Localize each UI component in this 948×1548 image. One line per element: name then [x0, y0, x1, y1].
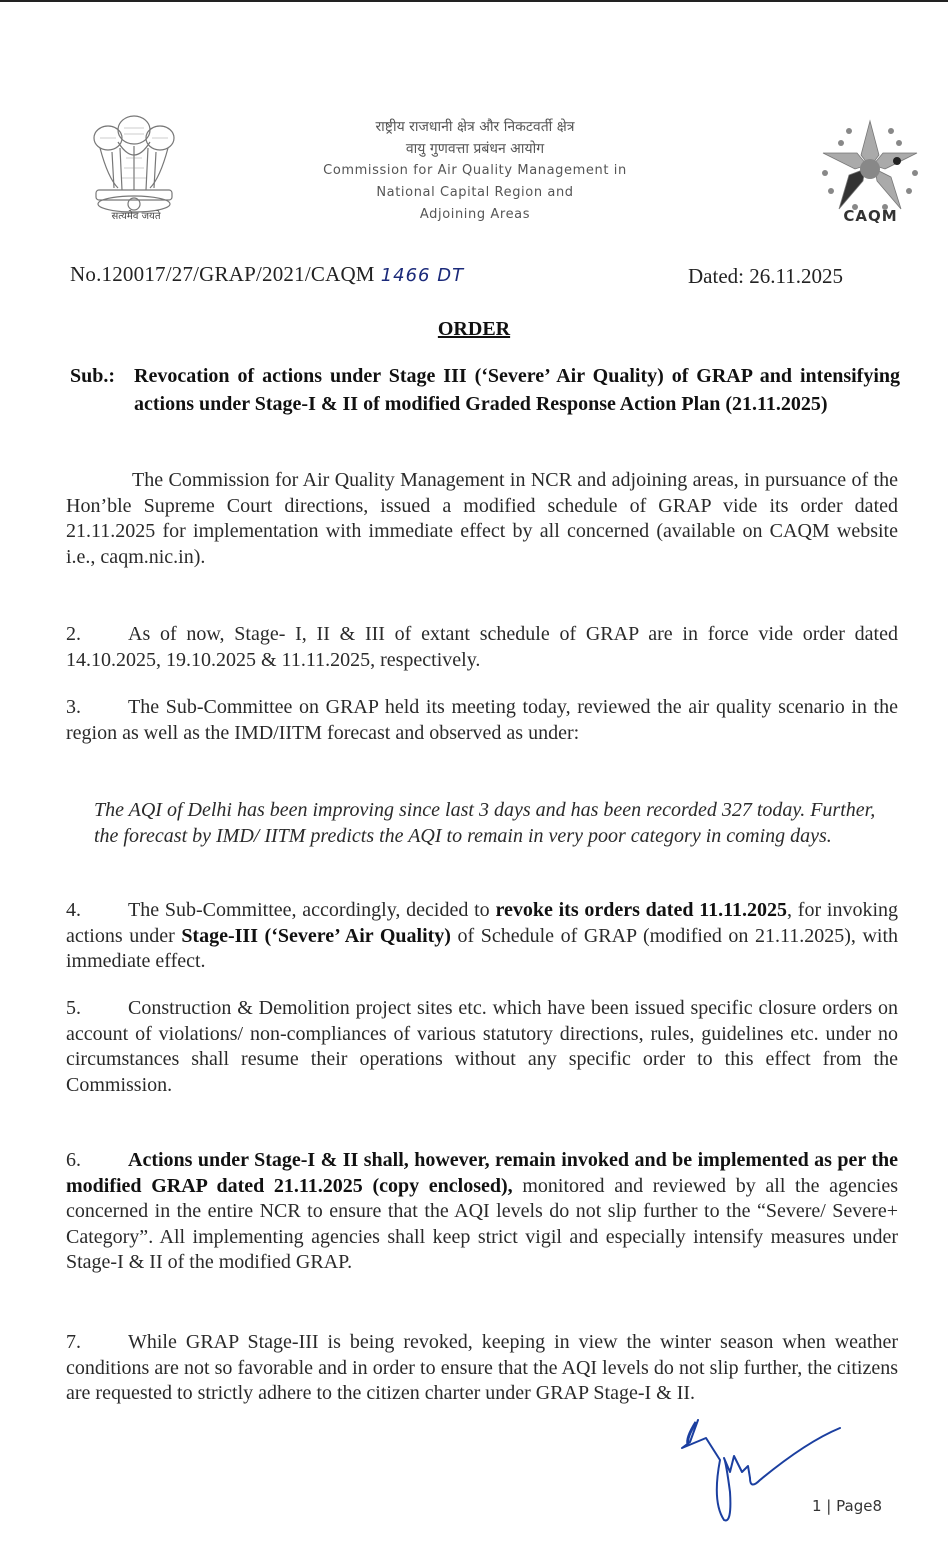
- paragraph-2: [66, 622, 898, 673]
- subject-text: Revocation of actions under Stage III (‘Severe’ Air Quality) of GRAP and intensifying actions under Stage-I & II of modified Graded Response Action Plan (21.11.2025): [134, 365, 900, 415]
- paragraph-number: 2.: [66, 623, 81, 645]
- scan-top-border: [0, 0, 948, 2]
- paragraph-number: 7.: [66, 1331, 81, 1353]
- paragraph-3: [66, 695, 898, 746]
- org-name-hindi-line2: वायु गुणवत्ता प्रबंधन आयोग: [405, 141, 545, 157]
- subject-block: [70, 362, 900, 418]
- paragraph-text: Construction & Demolition project sites etc. which have been issued specific closure orders on account of violations/ non-compliances of various statutory directions, rules, guidelines etc. under no circumstances shall resume their operations without any specific order to this effect from the Commission.: [66, 997, 898, 1096]
- org-name-english-line2: National Capital Region and: [376, 185, 574, 200]
- paragraph-text: The Sub-Committee, accordingly, decided to: [128, 899, 496, 921]
- paragraph-text: , for invoking actions under: [66, 899, 898, 947]
- paragraph-number: 5.: [66, 997, 81, 1019]
- page-number: 1 | Page8: [812, 1497, 882, 1515]
- paragraph-bold-text: Actions under Stage-I & II shall, however, remain invoked and be implemented as per the modified GRAP dated 21.11.2025 (copy enclosed),: [66, 1149, 898, 1197]
- observation-quote: The AQI of Delhi has been improving since last 3 days and has been recorded 327 today. Further, the forecast by IMD/ IITM predicts the AQI to remain in very poor category in coming days.: [94, 799, 876, 847]
- org-name-english-line3: Adjoining Areas: [419, 207, 531, 222]
- letterhead-org-name: [260, 116, 690, 226]
- paragraph-text: of Schedule of GRAP (modified on 21.11.2025), with immediate effect.: [66, 924, 898, 972]
- paragraph-1: The Commission for Air Quality Management in NCR and adjoining areas, in pursuance of the Hon’ble Supreme Court directions, issued a modified schedule of GRAP vide its order dated 21.11.2025 for implementation with immediate effect by all concerned (available on CAQM website i.e., caqm.nic.in).: [66, 469, 898, 568]
- paragraph-text: While GRAP Stage-III is being revoked, keeping in view the winter season when weather conditions are not so favorable and in order to ensure that the AQI levels do not slip further, the citizens are requested to strictly adhere to the citizen charter under GRAP Stage-I & II.: [66, 1331, 898, 1404]
- paragraph-text: As of now, Stage- I, II & III of extant schedule of GRAP are in force vide order dated 14.10.2025, 19.10.2025 & 11.11.2025, respectively.: [66, 623, 898, 671]
- paragraph-6: [66, 1148, 898, 1276]
- caqm-logo-text: CAQM: [843, 207, 898, 225]
- reference-number: [70, 262, 464, 287]
- org-name-hindi-line1: राष्ट्रीय राजधानी क्षेत्र और निकटवर्ती क्षेत्र: [375, 119, 575, 135]
- reference-number-text: No.120017/27/GRAP/2021/CAQM: [70, 262, 375, 286]
- paragraph-5: [66, 996, 898, 1098]
- paragraph-text: The Sub-Committee on GRAP held its meeting today, reviewed the air quality scenario in the region as well as the IMD/IITM forecast and observed as under:: [66, 696, 898, 744]
- subject-label: Sub.:: [70, 365, 116, 387]
- handwritten-dispatch-number: 1466 DT: [380, 265, 465, 286]
- document-title: ORDER: [437, 318, 511, 340]
- paragraph-number: 4.: [66, 899, 81, 921]
- paragraph-text: monitored and reviewed by all the agencies concerned in the entire NCR to ensure that the AQI levels do not slip further to the “Severe/ Severe+ Category”. All implementing agencies shall keep strict vigil and especially intensify measures under Stage-I & II of the modified GRAP.: [66, 1174, 898, 1273]
- paragraph-7: [66, 1330, 898, 1407]
- order-date: Dated: 26.11.2025: [688, 264, 843, 288]
- org-name-english-line1: Commission for Air Quality Management in: [323, 163, 627, 178]
- emblem-motto: सत्यमेव जयते: [111, 211, 161, 222]
- paragraph-bold-text: revoke its orders dated 11.11.2025: [495, 899, 788, 921]
- paragraph-bold-text: Stage-III (‘Severe’ Air Quality): [181, 924, 451, 947]
- paragraph-number: 3.: [66, 696, 81, 718]
- paragraph-4: [66, 898, 898, 975]
- paragraph-number: 6.: [66, 1149, 81, 1171]
